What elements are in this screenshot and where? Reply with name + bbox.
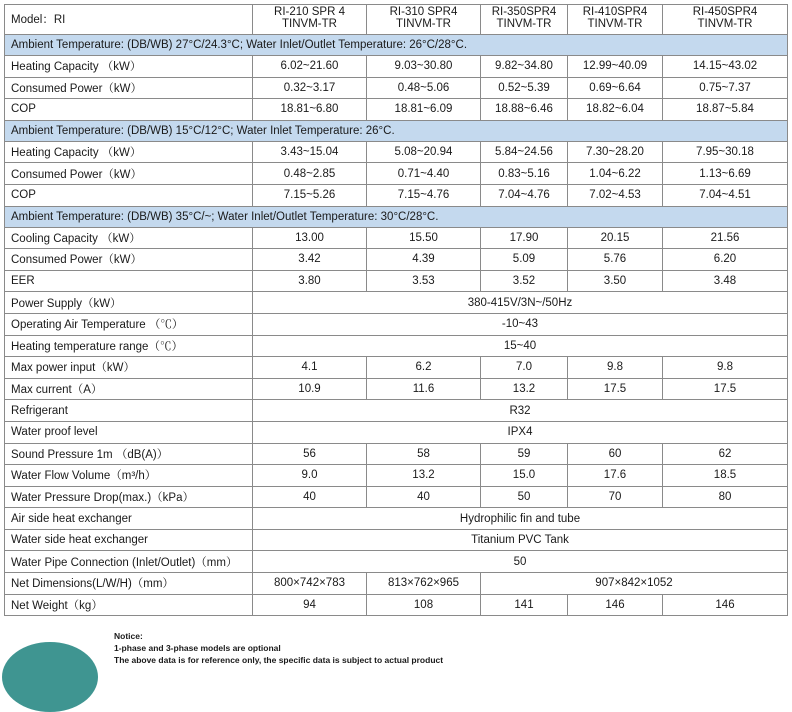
cell-value: 18.88~6.46 xyxy=(481,99,568,121)
section-heading xyxy=(5,35,788,56)
cell-value: 14.15~43.02 xyxy=(663,56,788,78)
cell-value: 7.02~4.53 xyxy=(568,184,663,206)
cell-value: Hydrophilic fin and tube xyxy=(253,508,788,530)
table-row xyxy=(5,465,788,487)
cell-value: 18.81~6.09 xyxy=(367,99,481,121)
cell-value: 3.53 xyxy=(367,270,481,292)
section-heading xyxy=(5,120,788,141)
row-label: Operating Air Temperature （℃） xyxy=(5,313,253,335)
cell-value: 6.2 xyxy=(367,357,481,379)
cell-value: 11.6 xyxy=(367,378,481,400)
cell-value: 10.9 xyxy=(253,378,367,400)
row-label: Cooling Capacity （kW） xyxy=(5,227,253,249)
cell-value: 60 xyxy=(568,443,663,465)
cell-value: 3.43~15.04 xyxy=(253,141,367,163)
cell-value: 7.15~4.76 xyxy=(367,184,481,206)
cell-value: 380-415V/3N~/50Hz xyxy=(253,292,788,314)
row-label: COP xyxy=(5,99,253,121)
table-row xyxy=(5,551,788,573)
cell-value: 5.76 xyxy=(568,249,663,271)
table-row xyxy=(5,141,788,163)
row-label: Heating temperature range（℃） xyxy=(5,335,253,357)
table-row xyxy=(5,378,788,400)
cell-value: 9.0 xyxy=(253,465,367,487)
cell-value: 146 xyxy=(663,594,788,616)
cell-value: 6.20 xyxy=(663,249,788,271)
cell-value: 18.5 xyxy=(663,465,788,487)
cell-value: 0.52~5.39 xyxy=(481,77,568,99)
cell-value: 7.15~5.26 xyxy=(253,184,367,206)
cell-value: 108 xyxy=(367,594,481,616)
cell-value: 15.0 xyxy=(481,465,568,487)
cell-value: 3.50 xyxy=(568,270,663,292)
model-name: RI-310 SPR4 TINVM-TR xyxy=(367,5,481,35)
cell-value: 0.48~2.85 xyxy=(253,163,367,185)
row-label: Refrigerant xyxy=(5,400,253,422)
table-row xyxy=(5,594,788,616)
cell-value: 7.04~4.76 xyxy=(481,184,568,206)
cell-value: 5.08~20.94 xyxy=(367,141,481,163)
cell-value: Titanium PVC Tank xyxy=(253,529,788,551)
table-row xyxy=(5,313,788,335)
cell-value: 21.56 xyxy=(663,227,788,249)
cell-value: 17.5 xyxy=(568,378,663,400)
table-row xyxy=(5,249,788,271)
cell-value: 17.90 xyxy=(481,227,568,249)
cell-value: 13.2 xyxy=(481,378,568,400)
table-row xyxy=(5,508,788,530)
row-label: Net Weight（kg） xyxy=(5,594,253,616)
cell-value: 1.04~6.22 xyxy=(568,163,663,185)
notice-line: 1-phase and 3-phase models are optional xyxy=(114,643,281,653)
cell-value: 9.03~30.80 xyxy=(367,56,481,78)
row-label: Sound Pressure 1m （dB(A)） xyxy=(5,443,253,465)
cell-value: 18.82~6.04 xyxy=(568,99,663,121)
section-title: Ambient Temperature: (DB/WB) 35°C/~; Water Inlet/Outlet Temperature: 30°C/28°C. xyxy=(5,206,788,227)
cell-value: 9.8 xyxy=(568,357,663,379)
cell-value: 59 xyxy=(481,443,568,465)
row-label: Water Pressure Drop(max.)（kPa） xyxy=(5,486,253,508)
model-name: RI-450SPR4 TINVM-TR xyxy=(663,5,788,35)
cell-value: 94 xyxy=(253,594,367,616)
row-label: Water side heat exchanger xyxy=(5,529,253,551)
table-row xyxy=(5,335,788,357)
cell-value: 0.75~7.37 xyxy=(663,77,788,99)
table-row xyxy=(5,270,788,292)
decorative-circle xyxy=(2,642,98,712)
cell-value: 13.00 xyxy=(253,227,367,249)
cell-value: 80 xyxy=(663,486,788,508)
cell-value: 1.13~6.69 xyxy=(663,163,788,185)
row-label: Heating Capacity （kW） xyxy=(5,141,253,163)
cell-value: 17.5 xyxy=(663,378,788,400)
cell-value: 50 xyxy=(253,551,788,573)
cell-value: 0.83~5.16 xyxy=(481,163,568,185)
cell-value: 9.82~34.80 xyxy=(481,56,568,78)
cell-value: 5.09 xyxy=(481,249,568,271)
cell-value: 0.69~6.64 xyxy=(568,77,663,99)
row-label: Water Flow Volume（m³/h） xyxy=(5,465,253,487)
table-row xyxy=(5,486,788,508)
cell-value: 5.84~24.56 xyxy=(481,141,568,163)
model-name: RI-210 SPR 4 TINVM-TR xyxy=(253,5,367,35)
cell-value: 15~40 xyxy=(253,335,788,357)
row-label: Heating Capacity （kW） xyxy=(5,56,253,78)
notice-line: The above data is for reference only, the specific data is subject to actual product xyxy=(114,655,444,665)
cell-value: 0.32~3.17 xyxy=(253,77,367,99)
cell-value: 40 xyxy=(253,486,367,508)
cell-value: 58 xyxy=(367,443,481,465)
cell-value: 9.8 xyxy=(663,357,788,379)
cell-value: 3.52 xyxy=(481,270,568,292)
model-name: RI-410SPR4 TINVM-TR xyxy=(568,5,663,35)
cell-value: 50 xyxy=(481,486,568,508)
cell-value: 13.2 xyxy=(367,465,481,487)
row-label: Consumed Power（kW） xyxy=(5,249,253,271)
cell-value: 18.81~6.80 xyxy=(253,99,367,121)
table-row xyxy=(5,529,788,551)
cell-value: 6.02~21.60 xyxy=(253,56,367,78)
table-row xyxy=(5,400,788,422)
table-row xyxy=(5,421,788,443)
model-header-row xyxy=(5,5,788,35)
cell-value: 4.1 xyxy=(253,357,367,379)
row-label: Power Supply（kW） xyxy=(5,292,253,314)
row-label: Air side heat exchanger xyxy=(5,508,253,530)
cell-value: 62 xyxy=(663,443,788,465)
cell-value: 7.0 xyxy=(481,357,568,379)
row-label: Max current（A） xyxy=(5,378,253,400)
section-heading xyxy=(5,206,788,227)
cell-value: 907×842×1052 xyxy=(481,573,788,595)
table-row xyxy=(5,292,788,314)
cell-value: -10~43 xyxy=(253,313,788,335)
cell-value: 7.95~30.18 xyxy=(663,141,788,163)
cell-value: 141 xyxy=(481,594,568,616)
cell-value: 7.30~28.20 xyxy=(568,141,663,163)
row-label: Consumed Power（kW） xyxy=(5,163,253,185)
row-label: Water proof level xyxy=(5,421,253,443)
cell-value: 0.71~4.40 xyxy=(367,163,481,185)
table-row xyxy=(5,99,788,121)
notice-block xyxy=(114,630,443,666)
cell-value: 4.39 xyxy=(367,249,481,271)
table-row xyxy=(5,357,788,379)
cell-value: 40 xyxy=(367,486,481,508)
cell-value: 17.6 xyxy=(568,465,663,487)
model-name: RI-350SPR4 TINVM-TR xyxy=(481,5,568,35)
cell-value: 800×742×783 xyxy=(253,573,367,595)
row-label: Water Pipe Connection (Inlet/Outlet)（mm） xyxy=(5,551,253,573)
table-row xyxy=(5,443,788,465)
table-row xyxy=(5,184,788,206)
row-label: EER xyxy=(5,270,253,292)
cell-value: IPX4 xyxy=(253,421,788,443)
row-label: Consumed Power（kW） xyxy=(5,77,253,99)
table-row xyxy=(5,573,788,595)
cell-value: 15.50 xyxy=(367,227,481,249)
cell-value: 20.15 xyxy=(568,227,663,249)
section-title: Ambient Temperature: (DB/WB) 15°C/12°C; Water Inlet Temperature: 26°C. xyxy=(5,120,788,141)
cell-value: 12.99~40.09 xyxy=(568,56,663,78)
row-label: Max power input（kW） xyxy=(5,357,253,379)
notice-title: Notice: xyxy=(114,631,143,641)
section-title: Ambient Temperature: (DB/WB) 27°C/24.3°C; Water Inlet/Outlet Temperature: 26°C/28°C. xyxy=(5,35,788,56)
cell-value: 3.80 xyxy=(253,270,367,292)
cell-value: 56 xyxy=(253,443,367,465)
cell-value: 7.04~4.51 xyxy=(663,184,788,206)
table-row xyxy=(5,56,788,78)
cell-value: R32 xyxy=(253,400,788,422)
cell-value: 18.87~5.84 xyxy=(663,99,788,121)
table-row xyxy=(5,77,788,99)
row-label: Net Dimensions(L/W/H)（mm） xyxy=(5,573,253,595)
table-row xyxy=(5,163,788,185)
cell-value: 0.48~5.06 xyxy=(367,77,481,99)
spec-table xyxy=(4,4,788,616)
cell-value: 70 xyxy=(568,486,663,508)
cell-value: 813×762×965 xyxy=(367,573,481,595)
cell-value: 3.48 xyxy=(663,270,788,292)
cell-value: 146 xyxy=(568,594,663,616)
cell-value: 3.42 xyxy=(253,249,367,271)
model-label: Model：RI xyxy=(5,5,253,35)
row-label: COP xyxy=(5,184,253,206)
table-row xyxy=(5,227,788,249)
